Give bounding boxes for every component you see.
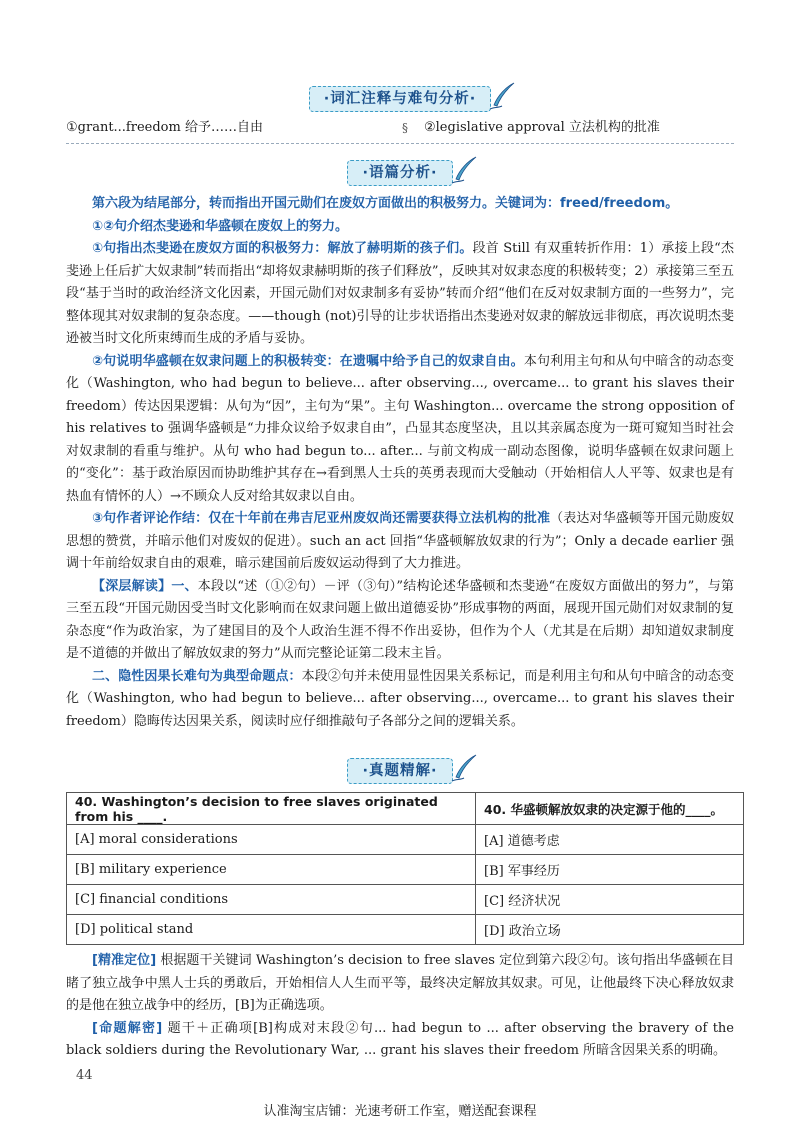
option-row	[67, 885, 744, 915]
option-c-en: [C] financial conditions	[67, 885, 476, 915]
sentence-3-heading: ③句作者评论作结：仅在十年前在弗吉尼亚州废奴尚还需要获得立法机构的批准	[92, 511, 551, 526]
deep-interpretation-tag: 【深层解读】	[92, 578, 172, 594]
precise-location	[66, 950, 734, 1018]
option-d-en: [D] political stand	[67, 915, 476, 945]
option-row	[67, 915, 744, 945]
spiral-divider-icon: §	[402, 121, 408, 135]
hidden-causality-heading: 二、隐性因果长难句为典型命题点：	[92, 668, 302, 684]
hidden-causality-body: 本段②句并未使用显性因果关系标记，而是利用主句和从句中暗含的动态变化（Washington, who had begun to believe... after observing..., overcame... to grant his slaves their freedom）隐晦传达因果关系，阅读时应仔细推敲句子各部分之间的逻辑关系。	[66, 668, 734, 729]
option-row	[67, 825, 744, 855]
question-decoding-body: 题干＋正确项[B]构成对末段②句... had begun to ... after observing the bravery of the black soldiers during the Revolutionary War, ... grant his slaves their freedom 所暗含因果关系的明确。	[66, 1020, 734, 1058]
sentence-2-heading: ②句说明华盛顿在奴隶问题上的积极转变：在遗嘱中给予自己的奴隶自由。	[92, 353, 524, 369]
discourse-banner-title: ·语篇分析·	[362, 165, 438, 181]
vocab-banner-pill	[309, 86, 492, 112]
exam-banner	[0, 758, 800, 784]
sentence-1-body: 段首 Still 有双重转折作用：1）承接上段“杰斐逊上任后扩大奴隶制”转而指出“却将奴隶赫明斯的孩子们释放”，反映其对奴隶态度的积极转变；2）承接第三至五段“基于当时的政治经济文化因素，开国元勋们对奴隶制多有妥协”转而介绍“他们在反对奴隶制方面的一些努力”，完整体现其对奴隶制的复杂态度。——though (not)引导的让步状语指出杰斐逊对奴隶的解放远非彻底，再次说明杰斐逊被当时文化所束缚而生成的矛盾与妥协。	[66, 241, 734, 346]
question-stem-zh: 40. 华盛顿解放奴隶的决定源于他的____。	[476, 793, 744, 825]
sentence-2-analysis	[66, 351, 734, 509]
glossary-item-grant-freedom: ①grant...freedom 给予……自由	[66, 120, 263, 135]
option-a-zh: [A] 道德考虑	[476, 825, 744, 855]
answer-analysis	[66, 950, 734, 1063]
glossary	[66, 118, 734, 138]
vocab-banner	[0, 86, 800, 112]
discourse-banner-pill	[347, 160, 452, 186]
hidden-causality	[66, 666, 734, 734]
discourse-summary: 第六段为结尾部分，转而指出开国元勋们在废奴方面做出的积极努力。关键词为：freed/freedom。	[92, 196, 679, 211]
option-b-en: [B] military experience	[67, 855, 476, 885]
question-stem-row	[67, 793, 744, 825]
glossary-item-legislative-approval: ②legislative approval 立法机构的批准	[424, 120, 660, 135]
question-table	[66, 792, 744, 945]
quill-icon	[488, 81, 516, 111]
exam-banner-title: ·真题精解·	[362, 763, 438, 779]
question-decoding-tag: [命题解密]	[92, 1020, 163, 1036]
precise-location-body: 根据题干关键词 Washington’s decision to free slaves 定位到第六段②句。该句指出华盛顿在目睹了独立战争中黑人士兵的勇敢后，开始相信人人生而平等，最终决定解放其奴隶。可见，让他最终下决心释放奴隶的是他在独立战争中的经历，[B]为正确选项。	[66, 953, 734, 1013]
vocab-banner-title: ·词汇注释与难句分析·	[323, 91, 477, 107]
sentence-2-body: 本句利用主句和从句中暗含的动态变化（Washington, who had begun to believe... after observing..., overcame... to grant his slaves their freedom）传达因果逻辑：从句为“因”，主句为“果”。主句 Washington... overcame the strong opposition of his relatives to 强调华盛顿是“力排众议给予奴隶自由”，凸显其态度坚决，且以其亲属态度为一斑可窥知当时社会对奴隶制的看重与维护。从句 who had begun to... after... 与前文构成一副动态图像，说明华盛顿在奴隶问题上的“变化”：基于政治原因而协助维护其存在→看到黑人士兵的英勇表现而大受触动（开始相信人人平等、奴隶也是有热血有情怀的人）→不顾众人反对给其奴隶以自由。	[66, 353, 734, 504]
option-c-zh: [C] 经济状况	[476, 885, 744, 915]
sentence-1-heading: ①句指出杰斐逊在废奴方面的积极努力：解放了赫明斯的孩子们。	[92, 241, 473, 256]
quill-icon	[450, 753, 478, 783]
page-number: 44	[76, 1068, 93, 1083]
quill-icon	[450, 155, 478, 185]
divider	[66, 143, 734, 144]
exam-banner-pill	[347, 758, 452, 784]
precise-location-tag: [精准定位]	[92, 953, 157, 968]
option-d-zh: [D] 政治立场	[476, 915, 744, 945]
sentence-3-body: （表达对华盛顿等开国元勋废奴思想的赞赏，并暗示他们对废奴的促进）。such an act 回指“华盛顿解放奴隶的行为”；Only a decade earlier 强调十年前给奴隶自由的艰难，暗示建国前后废奴运动得到了大力推进。	[66, 511, 734, 571]
question-stem-en: 40. Washington’s decision to free slaves originated from his ____.	[67, 793, 476, 825]
option-row	[67, 855, 744, 885]
discourse-banner	[0, 160, 800, 186]
sentence-1-analysis	[66, 238, 734, 351]
sentence-3-analysis	[66, 508, 734, 576]
option-a-en: [A] moral considerations	[67, 825, 476, 855]
deep-interpretation-number: 一、	[171, 578, 198, 594]
deep-interpretation-body: 本段以“述（①②句）－评（③句）”结构论述华盛顿和杰斐逊“在废奴方面做出的努力”，与第三至五段“开国元勋因受当时文化影响而在奴隶问题上做出道德妥协”形成事物的两面，展现开国元勋们对奴隶制的复杂态度“作为政治家，为了建国目的及个人政治生涯不得不作出妥协，但作为个人（尤其是在后期）却知道奴隶制度是不道德的并做出了解放奴隶的努力”从而完整论证第二段末主旨。	[66, 578, 734, 661]
deep-interpretation	[66, 576, 734, 666]
discourse-intro: ①②句介绍杰斐逊和华盛顿在废奴上的努力。	[92, 218, 349, 234]
question-decoding	[66, 1018, 734, 1063]
discourse-analysis	[66, 193, 734, 733]
footer-note: 认准淘宝店铺：光速考研工作室，赠送配套课程	[263, 1104, 537, 1119]
option-b-zh: [B] 军事经历	[476, 855, 744, 885]
